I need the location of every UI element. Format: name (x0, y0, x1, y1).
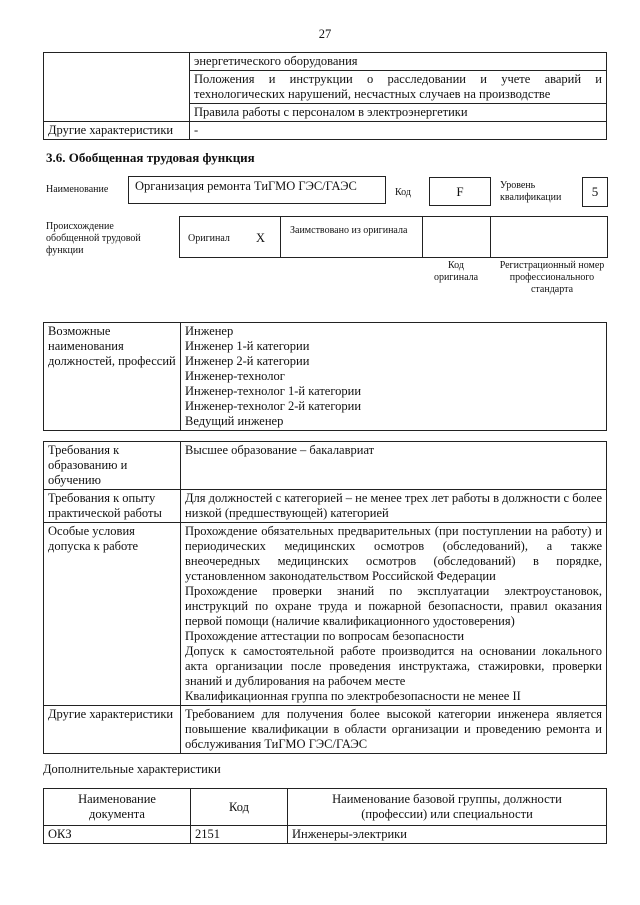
other-label: Другие характеристики (44, 706, 181, 754)
additional-cell-doc: ОКЗ (44, 826, 191, 844)
top-table-left-cell (44, 53, 190, 122)
other-value: Требованием для получения более высокой категории инженера является повышение квалификации в области организации и проведению ремонта и обслуживания ТиГМО ГЭС/ГАЭС (181, 706, 607, 754)
positions-label: Возможные наименования должностей, профессий (44, 323, 181, 431)
education-label: Требования к образованию и обучению (44, 442, 181, 490)
condition-item: Квалификационная группа по электробезопасности не менее II (185, 689, 521, 703)
top-table-row: Положения и инструкции о расследовании и учете аварий и технологических нарушений, несчастных случаев на производстве (190, 71, 607, 104)
position-item: Инженер 2-й категории (185, 354, 310, 368)
position-item: Инженер (185, 324, 234, 338)
additional-cell-code: 2151 (191, 826, 288, 844)
condition-item: Прохождение аттестации по вопросам безопасности (185, 629, 465, 643)
positions-table (43, 322, 607, 431)
table-row (44, 826, 607, 844)
additional-header-name: Наименование базовой группы, должности (профессии) или специальности (288, 789, 607, 826)
conditions-label: Особые условия допуска к работе (44, 523, 181, 706)
level-value-text: 5 (591, 184, 599, 199)
code-value (429, 177, 491, 206)
code-original-label: Код оригинала (433, 260, 479, 283)
other-characteristics-label: Другие характеристики (44, 122, 190, 140)
name-value (128, 176, 386, 204)
condition-item: Прохождение обязательных предварительных (при поступлении на работу) и периодических медицинских осмотров (обследований), а также внеочередных медицинских осмотров (обследований) в порядке, установленном законодательством Российской Федерации (185, 524, 602, 583)
origin-divider (422, 217, 423, 257)
origin-divider (490, 217, 491, 257)
original-label: Оригинал (188, 233, 230, 244)
top-table (43, 52, 607, 140)
code-label: Код (395, 187, 411, 198)
position-item: Инженер-технолог (185, 369, 285, 383)
reg-number-label: Регистрационный номер профессионального стандарта (499, 260, 605, 295)
position-item: Ведущий инженер (185, 414, 284, 428)
top-table-row: Правила работы с персоналом в электроэнергетики (190, 104, 607, 122)
position-item: Инженер-технолог 2-й категории (185, 399, 362, 413)
original-mark: X (256, 231, 266, 245)
condition-item: Прохождение проверки знаний по эксплуатации электроустановок, инструкций по охране труда и пожарной безопасности, правил оказания первой помощи (наличие квалификационного удостоверения) (185, 584, 602, 628)
origin-label: Происхождение обобщенной трудовой функции (46, 221, 141, 256)
name-label: Наименование (46, 184, 109, 195)
top-table-row: энергетического оборудования (190, 53, 607, 71)
additional-header-code: Код (191, 789, 288, 826)
position-item: Инженер 1-й категории (185, 339, 310, 353)
name-value-text: Организация ремонта ТиГМО ГЭС/ГАЭС (135, 179, 357, 193)
borrowed-label: Заимствовано из оригинала (290, 225, 408, 236)
education-value: Высшее образование – бакалавриат (181, 442, 607, 490)
position-item: Инженер-технолог 1-й категории (185, 384, 362, 398)
level-label: Уровень квалификации (500, 180, 562, 203)
conditions-list (181, 523, 607, 706)
origin-box (179, 216, 608, 258)
positions-list (181, 323, 607, 431)
additional-cell-name: Инженеры-электрики (288, 826, 607, 844)
experience-label: Требования к опыту практической работы (44, 490, 181, 523)
experience-value: Для должностей с категорией – не менее трех лет работы в должности с более низкой (предшествующей) категорией (181, 490, 607, 523)
other-characteristics-value: - (190, 122, 607, 140)
additional-header-doc: Наименование документа (44, 789, 191, 826)
page-number: 27 (318, 27, 332, 41)
condition-item: Допуск к самостоятельной работе производится на основании локального акта организации после проведения инструктажа, стажировки, проверки знаний и дублирования на рабочем месте (185, 644, 602, 688)
level-value (582, 177, 608, 207)
requirements-table (43, 441, 607, 754)
origin-divider (280, 217, 281, 257)
section-title: 3.6. Обобщенная трудовая функция (46, 150, 255, 165)
code-value-text: F (456, 184, 464, 199)
additional-table (43, 788, 607, 844)
additional-title: Дополнительные характеристики (43, 762, 221, 776)
